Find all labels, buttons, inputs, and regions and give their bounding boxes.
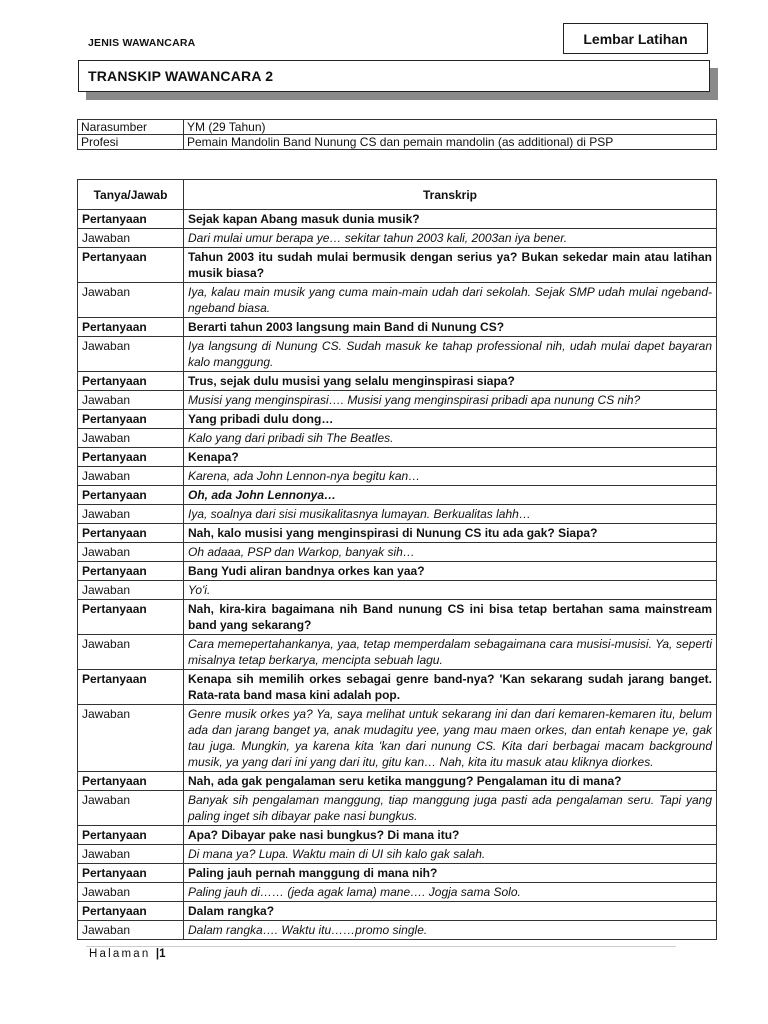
info-value: Pemain Mandolin Band Nunung CS dan pemain mandolin (as additional) di PSP xyxy=(184,135,717,150)
answer-text: Yo'i. xyxy=(184,581,717,600)
question-label: Pertanyaan xyxy=(78,772,184,791)
answer-label: Jawaban xyxy=(78,337,184,372)
question-label: Pertanyaan xyxy=(78,670,184,705)
question-row xyxy=(78,902,717,921)
question-text: Nah, ada gak pengalaman seru ketika manggung? Pengalaman itu di mana? xyxy=(184,772,717,791)
answer-label: Jawaban xyxy=(78,391,184,410)
answer-text: Dari mulai umur berapa ye… sekitar tahun 2003 kali, 2003an iya bener. xyxy=(184,229,717,248)
document-category-label: JENIS WAWANCARA xyxy=(88,37,196,49)
answer-text: Oh adaaa, PSP dan Warkop, banyak sih… xyxy=(184,543,717,562)
answer-label: Jawaban xyxy=(78,543,184,562)
answer-row xyxy=(78,337,717,372)
question-label: Pertanyaan xyxy=(78,600,184,635)
source-info-table xyxy=(77,119,717,150)
question-label: Pertanyaan xyxy=(78,410,184,429)
question-label: Pertanyaan xyxy=(78,248,184,283)
answer-text: Kalo yang dari pribadi sih The Beatles. xyxy=(184,429,717,448)
answer-label: Jawaban xyxy=(78,635,184,670)
info-label: Narasumber xyxy=(78,120,184,135)
answer-label: Jawaban xyxy=(78,505,184,524)
answer-row xyxy=(78,635,717,670)
transcript-header-row xyxy=(78,180,717,210)
title-banner xyxy=(78,60,710,92)
transcript-table xyxy=(77,179,717,940)
answer-row xyxy=(78,229,717,248)
question-row xyxy=(78,248,717,283)
answer-row xyxy=(78,845,717,864)
answer-text: Iya, kalau main musik yang cuma main-main udah dari sekolah. Sejak SMP udah mulai ngeband-ngeband biasa. xyxy=(184,283,717,318)
answer-row xyxy=(78,883,717,902)
question-row xyxy=(78,524,717,543)
answer-text: Musisi yang menginspirasi…. Musisi yang menginspirasi pribadi apa nunung CS nih? xyxy=(184,391,717,410)
question-text: Trus, sejak dulu musisi yang selalu menginspirasi siapa? xyxy=(184,372,717,391)
page-footer xyxy=(89,948,165,960)
question-label: Pertanyaan xyxy=(78,210,184,229)
question-text: Yang pribadi dulu dong… xyxy=(184,410,717,429)
question-text: Kenapa? xyxy=(184,448,717,467)
answer-row xyxy=(78,283,717,318)
footer-page-word: Halaman xyxy=(89,948,151,960)
footer-page-number: 1 xyxy=(159,948,166,960)
question-label: Pertanyaan xyxy=(78,826,184,845)
answer-label: Jawaban xyxy=(78,283,184,318)
question-label: Pertanyaan xyxy=(78,562,184,581)
answer-label: Jawaban xyxy=(78,705,184,772)
answer-row xyxy=(78,705,717,772)
question-label: Pertanyaan xyxy=(78,864,184,883)
question-text: Kenapa sih memilih orkes sebagai genre band-nya? 'Kan sekarang sudah jarang banget. Rata-rata band masa kini adalah pop. xyxy=(184,670,717,705)
answer-row xyxy=(78,467,717,486)
answer-row xyxy=(78,429,717,448)
question-label: Pertanyaan xyxy=(78,486,184,505)
question-label: Pertanyaan xyxy=(78,902,184,921)
footer-separator: | xyxy=(155,948,160,960)
question-label: Pertanyaan xyxy=(78,448,184,467)
question-row xyxy=(78,670,717,705)
question-text: Apa? Dibayar pake nasi bungkus? Di mana itu? xyxy=(184,826,717,845)
question-row xyxy=(78,772,717,791)
answer-row xyxy=(78,543,717,562)
answer-text: Iya, soalnya dari sisi musikalitasnya lumayan. Berkualitas lahh… xyxy=(184,505,717,524)
question-row xyxy=(78,864,717,883)
question-row xyxy=(78,318,717,337)
question-row xyxy=(78,448,717,467)
question-row xyxy=(78,210,717,229)
page-title: TRANSKIP WAWANCARA 2 xyxy=(78,60,710,92)
worksheet-badge: Lembar Latihan xyxy=(563,23,708,54)
answer-label: Jawaban xyxy=(78,921,184,940)
answer-row xyxy=(78,791,717,826)
answer-text: Cara memepertahankanya, yaa, tetap memperdalam sebagaimana cara musisi-musisi. Ya, seperti misalnya tetap berkarya, mencipta sebuah lagu. xyxy=(184,635,717,670)
answer-text: Di mana ya? Lupa. Waktu main di UI sih kalo gak salah. xyxy=(184,845,717,864)
question-row xyxy=(78,826,717,845)
question-text: Berarti tahun 2003 langsung main Band di Nunung CS? xyxy=(184,318,717,337)
answer-text: Dalam rangka…. Waktu itu……promo single. xyxy=(184,921,717,940)
question-label: Pertanyaan xyxy=(78,524,184,543)
answer-row xyxy=(78,391,717,410)
answer-text: Genre musik orkes ya? Ya, saya melihat untuk sekarang ini dan dari kemaren-kemaren itu, belum ada dan jarang banget ya, anak mudagitu yee, yang mau maen orkes, dan entah kenape ye, gak tau juga. Mungkin, ya karena kita 'kan dari nunung CS. Kita dari berbagai macam background musik, ya yang dari ini yang dari itu, gitu kan… Nah, kita itu masuk atau kliknya diorkes. xyxy=(184,705,717,772)
question-text: Dalam rangka? xyxy=(184,902,717,921)
question-row xyxy=(78,410,717,429)
info-row xyxy=(78,120,717,135)
answer-label: Jawaban xyxy=(78,429,184,448)
question-row xyxy=(78,372,717,391)
question-text: Oh, ada John Lennonya… xyxy=(184,486,717,505)
question-label: Pertanyaan xyxy=(78,372,184,391)
question-text: Bang Yudi aliran bandnya orkes kan yaa? xyxy=(184,562,717,581)
column-header-transcript: Transkrip xyxy=(184,180,717,210)
question-text: Sejak kapan Abang masuk dunia musik? xyxy=(184,210,717,229)
question-text: Nah, kira-kira bagaimana nih Band nunung CS ini bisa tetap bertahan sama mainstream band yang sekarang? xyxy=(184,600,717,635)
question-text: Paling jauh pernah manggung di mana nih? xyxy=(184,864,717,883)
footer-divider xyxy=(86,946,676,947)
question-row xyxy=(78,486,717,505)
question-row xyxy=(78,562,717,581)
answer-row xyxy=(78,921,717,940)
answer-label: Jawaban xyxy=(78,791,184,826)
answer-text: Banyak sih pengalaman manggung, tiap manggung juga pasti ada pengalaman seru. Tapi yang paling inget sih dibayar pake nasi bungkus. xyxy=(184,791,717,826)
question-label: Pertanyaan xyxy=(78,318,184,337)
info-row xyxy=(78,135,717,150)
answer-label: Jawaban xyxy=(78,229,184,248)
answer-row xyxy=(78,505,717,524)
answer-text: Iya langsung di Nunung CS. Sudah masuk ke tahap professional nih, udah mulai dapet bayaran kalo manggung. xyxy=(184,337,717,372)
answer-label: Jawaban xyxy=(78,581,184,600)
info-value: YM (29 Tahun) xyxy=(184,120,717,135)
info-label: Profesi xyxy=(78,135,184,150)
question-text: Tahun 2003 itu sudah mulai bermusik dengan serius ya? Bukan sekedar main atau latihan musik biasa? xyxy=(184,248,717,283)
answer-label: Jawaban xyxy=(78,883,184,902)
question-text: Nah, kalo musisi yang menginspirasi di Nunung CS itu ada gak? Siapa? xyxy=(184,524,717,543)
answer-text: Paling jauh di…… (jeda agak lama) mane…. Jogja sama Solo. xyxy=(184,883,717,902)
column-header-qa: Tanya/Jawab xyxy=(78,180,184,210)
answer-text: Karena, ada John Lennon-nya begitu kan… xyxy=(184,467,717,486)
answer-label: Jawaban xyxy=(78,845,184,864)
answer-label: Jawaban xyxy=(78,467,184,486)
question-row xyxy=(78,600,717,635)
answer-row xyxy=(78,581,717,600)
